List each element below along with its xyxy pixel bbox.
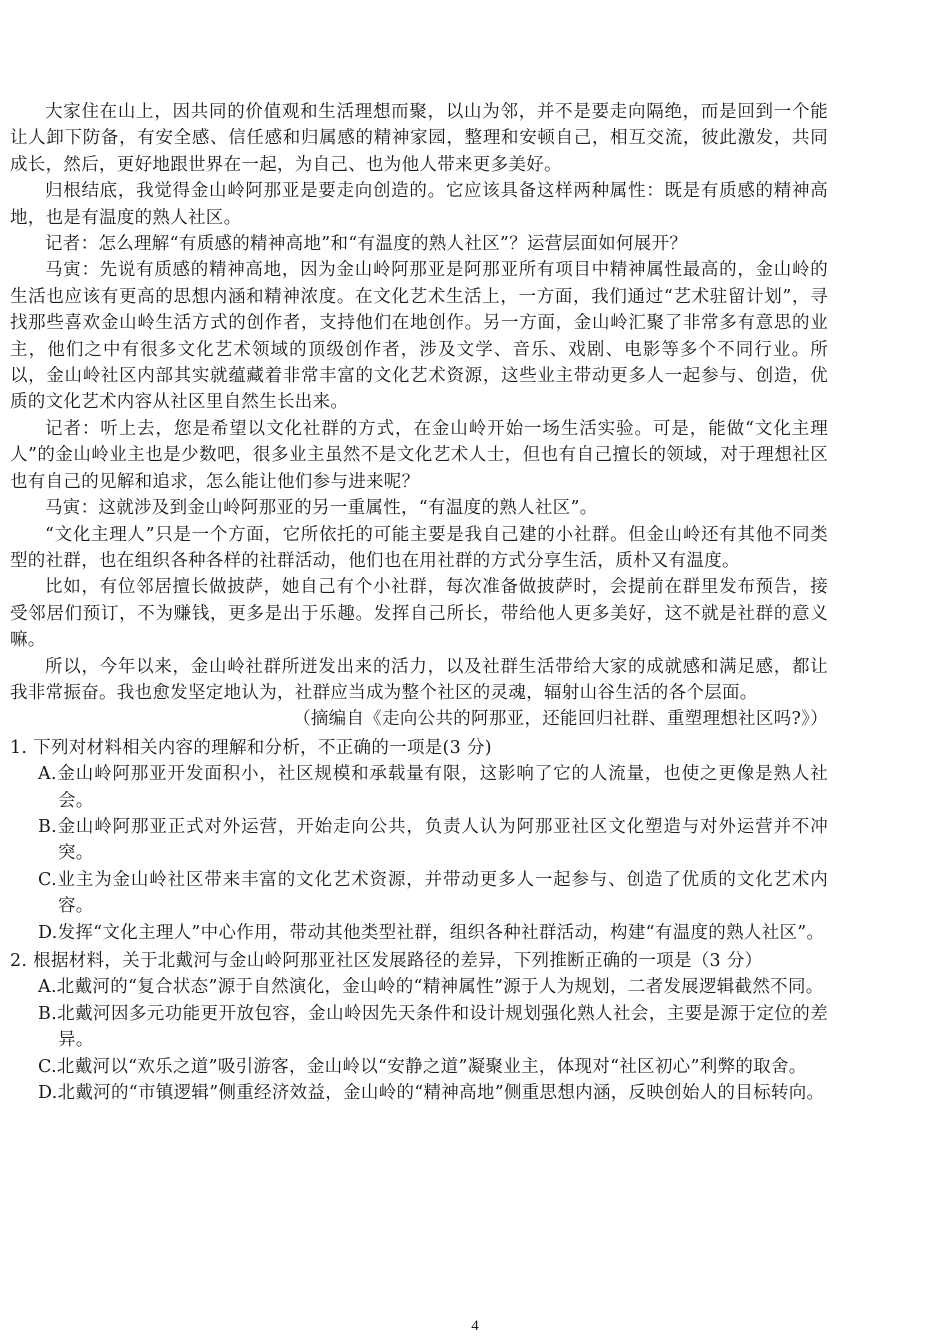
article-paragraph: 归根结底，我觉得金山岭阿那亚是要走向创造的。它应该具备这样两种属性：既是有质感的精神高地，也是有温度的熟人社区。 [10, 181, 828, 228]
question-stem: 1. 下列对材料相关内容的理解和分析，不正确的一项是(3 分) [10, 737, 492, 758]
article-paragraph: 所以，今年以来，金山岭社群所迸发出来的活力，以及社群生活带给大家的成就感和满足感，都让我非常振奋。我也愈发坚定地认为，社群应当成为整个社区的灵魂，辐射山谷生活的各个层面。 [10, 656, 828, 703]
article-paragraph: 马寅：这就涉及到金山岭阿那亚的另一重属性，“有温度的熟人社区”。 [45, 498, 598, 519]
option-b: B.金山岭阿那亚正式对外运营，开始走向公共，负责人认为阿那亚社区文化塑造与对外运营并不冲突。 [38, 816, 828, 864]
article-paragraph: 马寅：先说有质感的精神高地，因为金山岭阿那亚是阿那亚所有项目中精神属性最高的，金山岭的生活也应该有更高的思想内涵和精神浓度。在文化艺术生活上，一方面，我们通过“艺术驻留计划”，寻找那些喜欢金山岭生活方式的创作者，支持他们在地创作。另一方面，金山岭汇聚了非常多有意思的业主，他们之中有很多文化艺术领域的顶级创作者，涉及文学、音乐、戏剧、电影等多个不同行业。所以，金山岭社区内部其实就蕴藏着非常丰富的文化艺术资源，这些业主带动更多人一起参与、创造，优质的文化艺术内容从社区里自然生长出来。 [10, 260, 828, 413]
option-a: A.北戴河的“复合状态”源于自然演化，金山岭的“精神属性”源于人为规划，二者发展逻辑截然不同。 [38, 977, 824, 998]
question-1 [10, 735, 828, 946]
article-paragraph: 比如，有位邻居擅长做披萨，她自己有个小社群，每次准备做披萨时，会提前在群里发布预告，接受邻居们预订，不为赚钱，更多是出于乐趣。发挥自己所长，带给他人更多美好，这不就是社群的意义嘛。 [10, 577, 828, 651]
option-a: A.金山岭阿那亚开发面积小，社区规模和承载量有限，这影响了它的人流量，也使之更像是熟人社会。 [38, 764, 828, 811]
article-paragraph: 记者：听上去，您是希望以文化社群的方式，在金山岭开始一场生活实验。可是，能做“文化主理人”的金山岭业主也是少数吧，很多业主虽然不是文化艺术人士，但也有自己擅长的领域，对于理想社区也有自己的见解和追求，怎么能让他们参与进来呢？ [10, 418, 828, 492]
question-stem: 2. 根据材料，关于北戴河与金山岭阿那亚社区发展路径的差异，下列推断正确的一项是（3 分） [10, 951, 763, 971]
article-paragraph: 大家住在山上，因共同的价值观和生活理想而聚，以山为邻，并不是要走向隔绝，而是回到一个能让人卸下防备，有安全感、信任感和归属感的精神家园，整理和安顿自己，相互交流，彼此激发，共同成长，然后，更好地跟世界在一起，为自己、也为他人带来更多美好。 [10, 102, 828, 175]
page-number: 4 [471, 1318, 479, 1334]
option-c: C.业主为金山岭社区带来丰富的文化艺术资源，并带动更多人一起参与、创造了优质的文化艺术内容。 [38, 869, 828, 917]
article-paragraph: “文化主理人”只是一个方面，它所依托的可能主要是我自己建的小社群。但金山岭还有其他不同类型的社群，也在组织各种各样的社群活动，他们也在用社群的方式分享生活，质朴又有温度。 [10, 524, 828, 571]
option-b: B.北戴河因多元功能更开放包容，金山岭因先天条件和设计规划强化熟人社会，主要是源于定位的差异。 [38, 1003, 828, 1051]
option-c: C.北戴河以“欢乐之道”吸引游客，金山岭以“安静之道”凝聚业主，体现对“社区初心”利弊的取舍。 [38, 1056, 807, 1077]
article-paragraph: 记者：怎么理解“有质感的精神高地”和“有温度的熟人社区”？运营层面如何展开？ [45, 234, 688, 255]
option-d: D.发挥“文化主理人”中心作用，带动其他类型社群，组织各种社群活动，构建“有温度的熟人社区”。 [38, 922, 825, 943]
reading-passage [10, 99, 828, 1106]
question-2 [10, 948, 828, 1106]
article-source: （摘编自《走向公共的阿那亚，还能回归社群、重塑理想社区吗?》） [293, 709, 828, 730]
option-d: D.北戴河的“市镇逻辑”侧重经济效益，金山岭的“精神高地”侧重思想内涵，反映创始人的目标转向。 [38, 1083, 825, 1104]
